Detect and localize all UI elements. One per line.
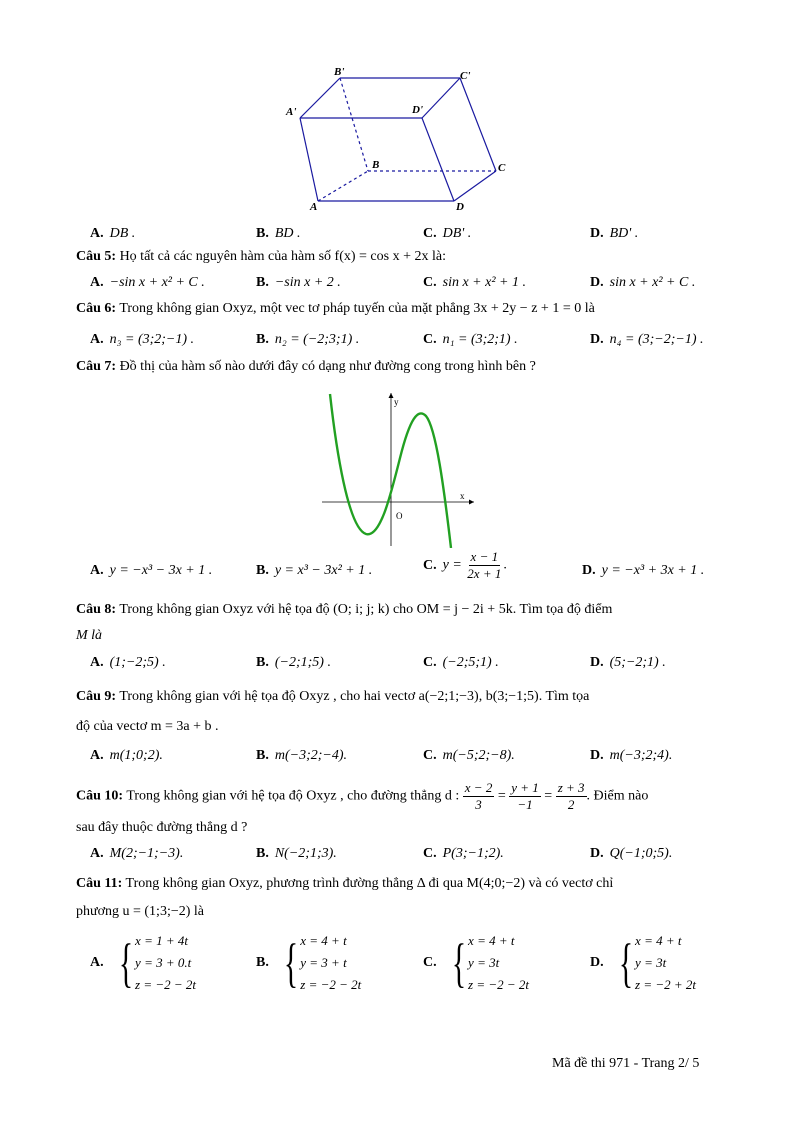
q7-option-b[interactable]: B. y = x³ − 3x² + 1 . — [256, 563, 373, 578]
q8-stem-line2: M là — [76, 628, 103, 643]
graph-y-label: y — [394, 397, 399, 407]
label-b: B — [372, 159, 380, 171]
q8-option-a[interactable]: A. (1;−2;5) . — [90, 655, 166, 670]
graph-origin-label: O — [396, 511, 403, 521]
q7-option-c-fraction: $\frac{x - 1}{2x + 1}$ — [467, 549, 502, 581]
q4-option-b[interactable]: B. BD . — [256, 226, 301, 241]
label-dprime: D' — [412, 104, 423, 116]
q8-option-c[interactable]: C. (−2;5;1) . — [423, 655, 499, 670]
q6-option-c[interactable]: C. n₁ = (3;2;1) . — [423, 332, 518, 347]
q10-stem-line1: Câu 10: Trong không gian với hệ tọa độ Oxyz , cho đường thẳng d : $\frac{x - 2}{3}$ = $\frac{y + 1}{-1}$ = $\frac{z + 3}{2}$ . Điểm nào — [76, 780, 649, 812]
q8-option-d[interactable]: D. (5;−2;1) . — [590, 655, 666, 670]
q10-option-c[interactable]: C. P(3;−1;2). — [423, 846, 504, 861]
page-footer: Mã đề thi 971 - Trang 2/ 5 — [552, 1056, 700, 1071]
q7-option-a[interactable]: A. y = −x³ − 3x + 1 . — [90, 563, 213, 578]
q9-option-d[interactable]: D. m(−3;2;4). — [590, 748, 673, 763]
q7-option-c[interactable]: C. y = $\frac{x - 1}{2x + 1}$ . — [423, 549, 507, 581]
q6-option-a[interactable]: A. n₃ = (3;2;−1) . — [90, 332, 195, 347]
q9-option-b[interactable]: B. m(−3;2;−4). — [256, 748, 347, 763]
cubic-graph — [318, 388, 478, 548]
q7-option-d[interactable]: D. y = −x³ + 3x + 1 . — [582, 563, 705, 578]
q4-option-a[interactable]: A. DB . — [90, 226, 136, 241]
q11-option-a[interactable]: A. { x = 1 + 4t y = 3 + 0.t z = −2 − 2t — [90, 933, 197, 993]
q4-option-d[interactable]: D. BD' . — [590, 226, 639, 241]
q10-fraction-z: $\frac{z + 3}{2}$ — [557, 780, 585, 812]
label-a: A — [310, 201, 318, 213]
q11-option-c[interactable]: C. { x = 4 + t y = 3t z = −2 − 2t — [423, 933, 530, 993]
label-c: C — [498, 162, 506, 174]
label-bprime: B' — [334, 66, 345, 78]
q10-option-b[interactable]: B. N(−2;1;3). — [256, 846, 337, 861]
q5-option-c[interactable]: C. sin x + x² + 1 . — [423, 275, 526, 290]
q5-option-d[interactable]: D. sin x + x² + C . — [590, 275, 696, 290]
q5-option-b[interactable]: B. −sin x + 2 . — [256, 275, 341, 290]
q10-option-d[interactable]: D. Q(−1;0;5). — [590, 846, 673, 861]
q4-option-c[interactable]: C. DB' . — [423, 226, 472, 241]
prism-figure — [280, 65, 520, 215]
label-aprime: A' — [286, 106, 297, 118]
q7-stem: Câu 7: Đồ thị của hàm số nào dưới đây có dạng như đường cong trong hình bên ? — [76, 359, 536, 374]
q10-fraction-y: $\frac{y + 1}{-1}$ — [511, 780, 539, 812]
q10-stem-line2: sau đây thuộc đường thẳng d ? — [76, 820, 248, 835]
q6-option-d[interactable]: D. n₄ = (3;−2;−1) . — [590, 332, 704, 347]
q6-option-b[interactable]: B. n₂ = (−2;3;1) . — [256, 332, 360, 347]
label-d: D — [456, 201, 464, 213]
q8-stem-line1: Câu 8: Trong không gian Oxyz với hệ tọa độ (O; i; j; k) cho OM = j − 2i + 5k. Tìm tọa độ điểm — [76, 602, 613, 617]
q5-option-a[interactable]: A. −sin x + x² + C . — [90, 275, 205, 290]
q11-option-b[interactable]: B. { x = 4 + t y = 3 + t z = −2 − 2t — [256, 933, 362, 993]
q9-stem-line1: Câu 9: Trong không gian với hệ tọa độ Oxyz , cho hai vectơ a(−2;1;−3), b(3;−1;5). Tìm tọa — [76, 689, 590, 704]
q10-option-a[interactable]: A. M(2;−1;−3). — [90, 846, 184, 861]
q8-option-b[interactable]: B. (−2;1;5) . — [256, 655, 331, 670]
q10-fraction-x: $\frac{x - 2}{3}$ — [464, 780, 493, 812]
q9-stem-line2: độ của vectơ m = 3a + b . — [76, 719, 219, 734]
q5-stem: Câu 5: Họ tất cả các nguyên hàm của hàm số f(x) = cos x + 2x là: — [76, 249, 446, 264]
label-cprime: C' — [460, 70, 471, 82]
graph-x-label: x — [460, 491, 465, 501]
q11-option-d[interactable]: D. { x = 4 + t y = 3t z = −2 + 2t — [590, 933, 697, 993]
q9-option-a[interactable]: A. m(1;0;2). — [90, 748, 163, 763]
q11-stem-line2: phương u = (1;3;−2) là — [76, 904, 204, 919]
q6-stem: Câu 6: Trong không gian Oxyz, một vec tơ pháp tuyến của mặt phẳng 3x + 2y − z + 1 = 0 là — [76, 301, 595, 316]
q11-stem-line1: Câu 11: Trong không gian Oxyz, phương trình đường thẳng Δ đi qua M(4;0;−2) và có vectơ chỉ — [76, 876, 614, 891]
q9-option-c[interactable]: C. m(−5;2;−8). — [423, 748, 515, 763]
